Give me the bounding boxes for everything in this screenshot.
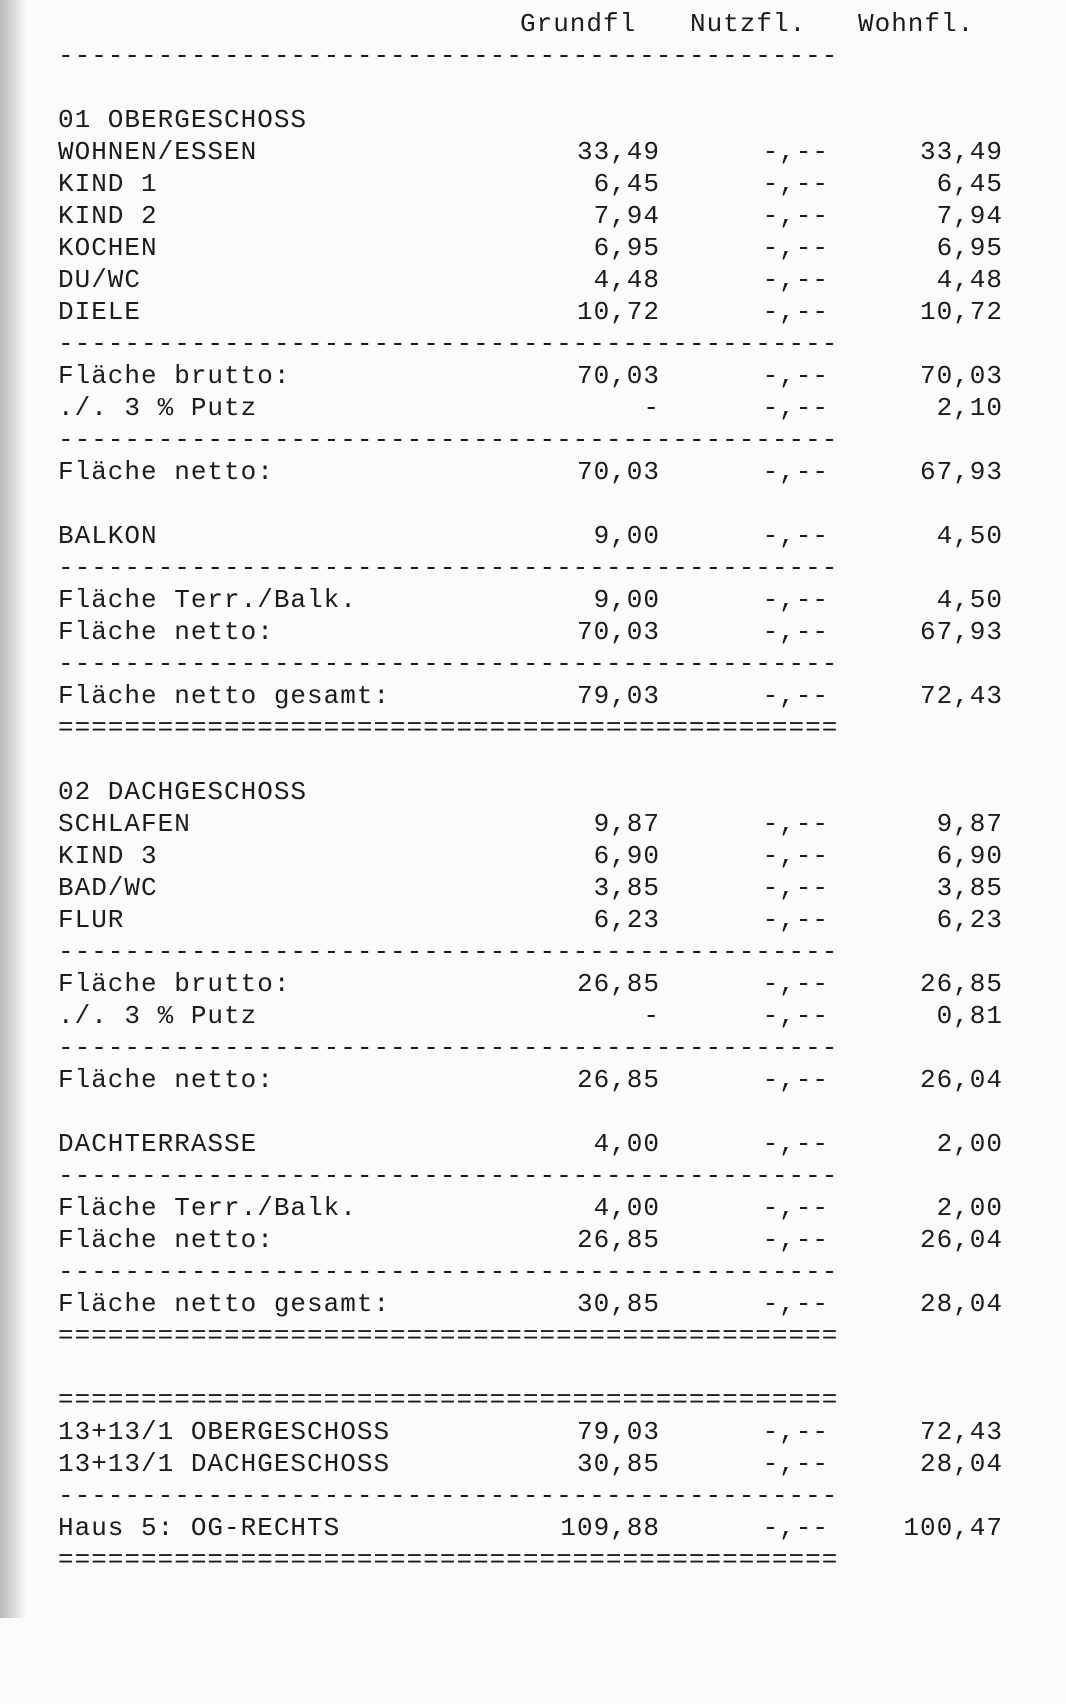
separator-dash: ----------------------------------------------- bbox=[58, 329, 839, 359]
room-name: WOHNEN/ESSEN bbox=[58, 137, 258, 167]
grundflaeche-value: 79,03 bbox=[576, 681, 660, 711]
putz-label: ./. 3 % Putz bbox=[58, 393, 258, 423]
grundflaeche-value: 30,85 bbox=[576, 1289, 660, 1319]
spacer bbox=[58, 744, 1003, 776]
separator-dash: ----------------------------------------------- bbox=[58, 649, 839, 679]
wohnflaeche-value: 10,72 bbox=[919, 297, 1003, 327]
grundflaeche-value: 30,85 bbox=[576, 1449, 660, 1479]
grundflaeche-value: 9,87 bbox=[593, 809, 660, 839]
section-title-obergeschoss: 01 OBERGESCHOSS bbox=[58, 105, 308, 135]
nutzflaeche-value: -,-- bbox=[762, 873, 829, 903]
wohnflaeche-value: 28,04 bbox=[919, 1449, 1003, 1479]
grundflaeche-value: 70,03 bbox=[576, 617, 660, 647]
room-name: DU/WC bbox=[58, 265, 142, 295]
separator-double: =============================================== bbox=[58, 1545, 839, 1575]
putz-row bbox=[58, 1000, 1003, 1032]
grundflaeche-value: - bbox=[643, 1001, 660, 1031]
room-row bbox=[58, 840, 1003, 872]
summary-row bbox=[58, 1416, 1003, 1448]
spacer bbox=[58, 72, 1003, 104]
room-row bbox=[58, 264, 1003, 296]
wohnflaeche-value: 100,47 bbox=[903, 1513, 1003, 1543]
nutzflaeche-value: -,-- bbox=[762, 905, 829, 935]
netto-gesamt-row bbox=[58, 1288, 1003, 1320]
wohnflaeche-value: 2,10 bbox=[936, 393, 1003, 423]
grundflaeche-value: 10,72 bbox=[576, 297, 660, 327]
dachterrasse-row bbox=[58, 1128, 1003, 1160]
nutzflaeche-value: -,-- bbox=[762, 1225, 829, 1255]
wohnflaeche-value: 7,94 bbox=[936, 201, 1003, 231]
wohnflaeche-value: 2,00 bbox=[936, 1193, 1003, 1223]
nutzflaeche-value: -,-- bbox=[762, 969, 829, 999]
house-total-row bbox=[58, 1512, 1003, 1544]
terr-balk-row bbox=[58, 584, 1003, 616]
terr-balk-row bbox=[58, 1192, 1003, 1224]
spacer bbox=[58, 488, 1003, 520]
netto-gesamt-row bbox=[58, 680, 1003, 712]
netto-label: Fläche netto: bbox=[58, 1225, 274, 1255]
nutzflaeche-value: -,-- bbox=[762, 1449, 829, 1479]
wohnflaeche-value: 72,43 bbox=[919, 681, 1003, 711]
netto-gesamt-label: Fläche netto gesamt: bbox=[58, 681, 391, 711]
header-nutzflaeche: Nutzfl. bbox=[690, 9, 807, 39]
nutzflaeche-value: -,-- bbox=[762, 617, 829, 647]
wohnflaeche-value: 6,90 bbox=[936, 841, 1003, 871]
nutzflaeche-value: -,-- bbox=[762, 841, 829, 871]
wohnflaeche-value: 3,85 bbox=[936, 873, 1003, 903]
grundflaeche-value: 9,00 bbox=[593, 585, 660, 615]
grundflaeche-value: 4,00 bbox=[593, 1129, 660, 1159]
grundflaeche-value: 26,85 bbox=[576, 1065, 660, 1095]
grundflaeche-value: 70,03 bbox=[576, 457, 660, 487]
nutzflaeche-value: -,-- bbox=[762, 681, 829, 711]
separator-dash: ----------------------------------------------- bbox=[58, 1161, 839, 1191]
spacer bbox=[58, 1096, 1003, 1128]
room-name: BAD/WC bbox=[58, 873, 158, 903]
wohnflaeche-value: 33,49 bbox=[919, 137, 1003, 167]
room-row bbox=[58, 904, 1003, 936]
room-name: KOCHEN bbox=[58, 233, 158, 263]
netto-row bbox=[58, 1064, 1003, 1096]
nutzflaeche-value: -,-- bbox=[762, 521, 829, 551]
grundflaeche-value: 9,00 bbox=[593, 521, 660, 551]
wohnflaeche-value: 67,93 bbox=[919, 617, 1003, 647]
room-row bbox=[58, 872, 1003, 904]
nutzflaeche-value: -,-- bbox=[762, 137, 829, 167]
summary-label: 13+13/1 DACHGESCHOSS bbox=[58, 1449, 391, 1479]
area-calculation-sheet bbox=[58, 8, 1003, 1576]
grundflaeche-value: 6,23 bbox=[593, 905, 660, 935]
separator-dash: ----------------------------------------------- bbox=[58, 41, 839, 71]
wohnflaeche-value: 67,93 bbox=[919, 457, 1003, 487]
wohnflaeche-value: 9,87 bbox=[936, 809, 1003, 839]
room-name: KIND 1 bbox=[58, 169, 158, 199]
netto-label: Fläche netto: bbox=[58, 1065, 274, 1095]
wohnflaeche-value: 6,23 bbox=[936, 905, 1003, 935]
room-row bbox=[58, 232, 1003, 264]
nutzflaeche-value: -,-- bbox=[762, 201, 829, 231]
wohnflaeche-value: 26,04 bbox=[919, 1225, 1003, 1255]
grundflaeche-value: 33,49 bbox=[576, 137, 660, 167]
wohnflaeche-value: 6,45 bbox=[936, 169, 1003, 199]
room-row bbox=[58, 200, 1003, 232]
netto-gesamt-label: Fläche netto gesamt: bbox=[58, 1289, 391, 1319]
brutto-row bbox=[58, 968, 1003, 1000]
brutto-label: Fläche brutto: bbox=[58, 361, 291, 391]
nutzflaeche-value: -,-- bbox=[762, 809, 829, 839]
wohnflaeche-value: 2,00 bbox=[936, 1129, 1003, 1159]
grundflaeche-value: 79,03 bbox=[576, 1417, 660, 1447]
nutzflaeche-value: -,-- bbox=[762, 265, 829, 295]
nutzflaeche-value: -,-- bbox=[762, 1513, 829, 1543]
nutzflaeche-value: -,-- bbox=[762, 233, 829, 263]
house-total-label: Haus 5: OG-RECHTS bbox=[58, 1513, 341, 1543]
putz-label: ./. 3 % Putz bbox=[58, 1001, 258, 1031]
grundflaeche-value: 7,94 bbox=[593, 201, 660, 231]
header-grundflaeche: Grundfl bbox=[520, 9, 637, 39]
room-row bbox=[58, 296, 1003, 328]
nutzflaeche-value: -,-- bbox=[762, 169, 829, 199]
grundflaeche-value: 109,88 bbox=[560, 1513, 660, 1543]
separator-dash: ----------------------------------------------- bbox=[58, 1481, 839, 1511]
summary-row bbox=[58, 1448, 1003, 1480]
grundflaeche-value: 6,45 bbox=[593, 169, 660, 199]
wohnflaeche-value: 72,43 bbox=[919, 1417, 1003, 1447]
brutto-label: Fläche brutto: bbox=[58, 969, 291, 999]
column-header-row bbox=[58, 8, 1003, 40]
wohnflaeche-value: 4,48 bbox=[936, 265, 1003, 295]
nutzflaeche-value: -,-- bbox=[762, 1129, 829, 1159]
nutzflaeche-value: -,-- bbox=[762, 297, 829, 327]
balkon-label: BALKON bbox=[58, 521, 158, 551]
room-row bbox=[58, 136, 1003, 168]
grundflaeche-value: 4,48 bbox=[593, 265, 660, 295]
balkon-row bbox=[58, 520, 1003, 552]
scan-edge-shadow bbox=[0, 0, 26, 1618]
nutzflaeche-value: -,-- bbox=[762, 1065, 829, 1095]
summary-label: 13+13/1 OBERGESCHOSS bbox=[58, 1417, 391, 1447]
separator-dash: ----------------------------------------------- bbox=[58, 937, 839, 967]
grundflaeche-value: 3,85 bbox=[593, 873, 660, 903]
header-wohnflaeche: Wohnfl. bbox=[858, 9, 975, 39]
wohnflaeche-value: 26,04 bbox=[919, 1065, 1003, 1095]
grundflaeche-value: 4,00 bbox=[593, 1193, 660, 1223]
netto-row bbox=[58, 616, 1003, 648]
terr-balk-label: Fläche Terr./Balk. bbox=[58, 585, 357, 615]
nutzflaeche-value: -,-- bbox=[762, 1001, 829, 1031]
room-name: KIND 2 bbox=[58, 201, 158, 231]
separator-double: =============================================== bbox=[58, 1321, 839, 1351]
nutzflaeche-value: -,-- bbox=[762, 361, 829, 391]
separator-dash: ----------------------------------------------- bbox=[58, 553, 839, 583]
brutto-row bbox=[58, 360, 1003, 392]
spacer bbox=[58, 1352, 1003, 1384]
room-name: FLUR bbox=[58, 905, 125, 935]
wohnflaeche-value: 0,81 bbox=[936, 1001, 1003, 1031]
grundflaeche-value: 70,03 bbox=[576, 361, 660, 391]
room-name: KIND 3 bbox=[58, 841, 158, 871]
grundflaeche-value: - bbox=[643, 393, 660, 423]
section-title-dachgeschoss: 02 DACHGESCHOSS bbox=[58, 777, 308, 807]
nutzflaeche-value: -,-- bbox=[762, 393, 829, 423]
wohnflaeche-value: 70,03 bbox=[919, 361, 1003, 391]
wohnflaeche-value: 26,85 bbox=[919, 969, 1003, 999]
room-name: SCHLAFEN bbox=[58, 809, 191, 839]
nutzflaeche-value: -,-- bbox=[762, 457, 829, 487]
netto-label: Fläche netto: bbox=[58, 457, 274, 487]
wohnflaeche-value: 4,50 bbox=[936, 585, 1003, 615]
separator-dash: ----------------------------------------------- bbox=[58, 1033, 839, 1063]
separator-double: =============================================== bbox=[58, 713, 839, 743]
separator-dash: ----------------------------------------------- bbox=[58, 425, 839, 455]
nutzflaeche-value: -,-- bbox=[762, 585, 829, 615]
room-row bbox=[58, 808, 1003, 840]
grundflaeche-value: 26,85 bbox=[576, 1225, 660, 1255]
grundflaeche-value: 6,95 bbox=[593, 233, 660, 263]
separator-double: =============================================== bbox=[58, 1385, 839, 1415]
room-row bbox=[58, 168, 1003, 200]
room-name: DIELE bbox=[58, 297, 142, 327]
netto-label: Fläche netto: bbox=[58, 617, 274, 647]
wohnflaeche-value: 6,95 bbox=[936, 233, 1003, 263]
nutzflaeche-value: -,-- bbox=[762, 1289, 829, 1319]
separator-dash: ----------------------------------------------- bbox=[58, 1257, 839, 1287]
putz-row bbox=[58, 392, 1003, 424]
nutzflaeche-value: -,-- bbox=[762, 1193, 829, 1223]
netto-row bbox=[58, 1224, 1003, 1256]
grundflaeche-value: 26,85 bbox=[576, 969, 660, 999]
dachterrasse-label: DACHTERRASSE bbox=[58, 1129, 258, 1159]
grundflaeche-value: 6,90 bbox=[593, 841, 660, 871]
wohnflaeche-value: 28,04 bbox=[919, 1289, 1003, 1319]
terr-balk-label: Fläche Terr./Balk. bbox=[58, 1193, 357, 1223]
netto-row bbox=[58, 456, 1003, 488]
nutzflaeche-value: -,-- bbox=[762, 1417, 829, 1447]
wohnflaeche-value: 4,50 bbox=[936, 521, 1003, 551]
